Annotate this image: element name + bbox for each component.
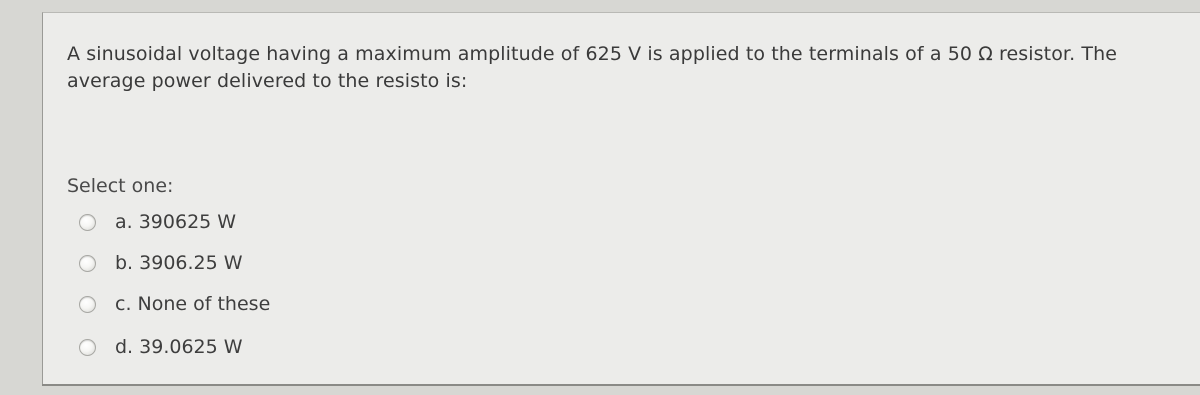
- option-c-radio[interactable]: [79, 296, 96, 313]
- option-b-radio[interactable]: [79, 255, 96, 272]
- select-one-prompt: Select one:: [67, 175, 174, 197]
- option-a-radio[interactable]: [79, 214, 96, 231]
- option-c[interactable]: [79, 289, 270, 319]
- option-a-label: a. 390625 W: [115, 211, 237, 233]
- option-d-radio[interactable]: [79, 339, 96, 356]
- option-a[interactable]: [79, 207, 236, 237]
- panel-bottom-border: [42, 384, 1200, 386]
- question-panel: [42, 12, 1200, 384]
- question-text: A sinusoidal voltage having a maximum amplitude of 625 V is applied to the terminals of a 50 Ω resistor. The average power delivered to the resisto is:: [67, 43, 1118, 92]
- option-b-label: b. 3906.25 W: [115, 252, 243, 274]
- option-d[interactable]: [79, 332, 243, 362]
- option-b[interactable]: [79, 248, 243, 278]
- option-c-label: c. None of these: [115, 293, 271, 315]
- option-d-label: d. 39.0625 W: [115, 336, 243, 358]
